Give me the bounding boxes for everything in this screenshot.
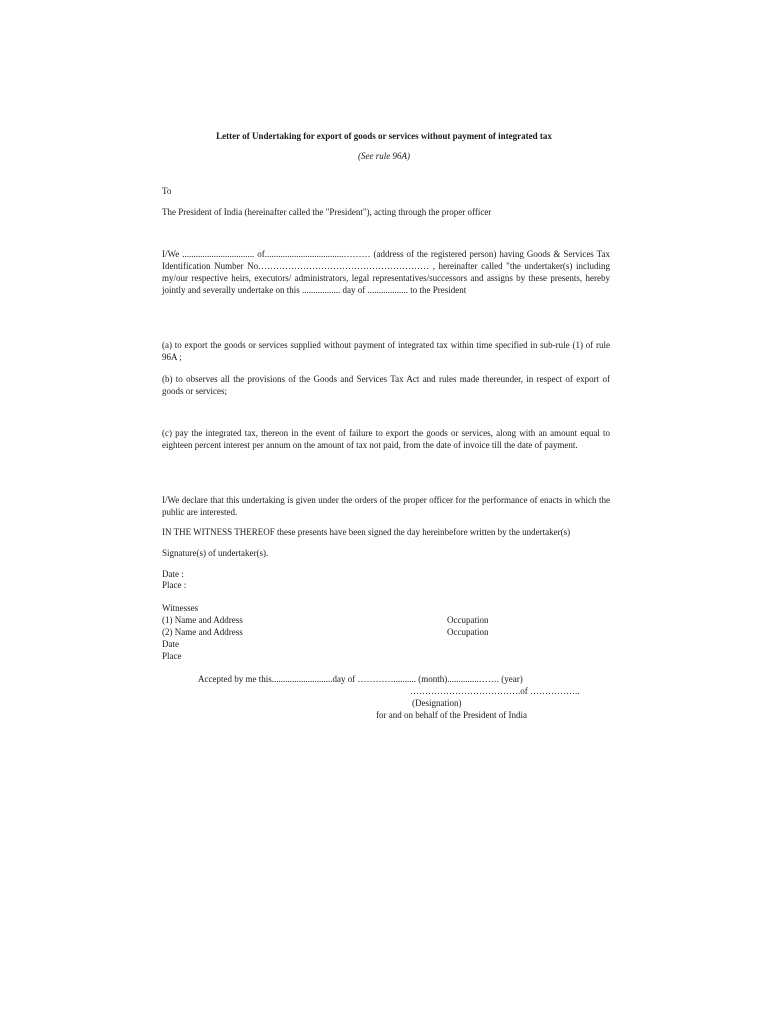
clause-c: (c) pay the integrated tax, thereon in the event of failure to export the goods or services, along with an amount equal to eighteen percent interest per annum on the amount of tax not paid, from the date of invoice till the date of payment. [162,428,610,450]
officer-line: ……………………………….of …………….. [410,686,580,696]
witness-statement: IN THE WITNESS THEREOF these presents have been signed the day hereinbefore written by the undertaker(s) [162,527,571,537]
clause-a: (a) to export the goods or services supplied without payment of integrated tax within time specified in sub-rule (1) of rule 96A ; [162,340,610,362]
document-title: Letter of Undertaking for export of goods or services without payment of integrated tax [216,131,552,141]
date-label: Date : [162,569,184,579]
occupation-2-label: Occupation [447,627,489,637]
clause-b: (b) to observes all the provisions of the Goods and Services Tax Act and rules made thereunder, in respect of export of goods or services; [162,374,610,396]
to-label: To [162,186,172,196]
witness-1-label: (1) Name and Address [162,615,243,625]
witness-place-label: Place [162,651,182,661]
place-label: Place : [162,580,187,590]
behalf-line: for and on behalf of the President of India [376,710,527,720]
intro-paragraph: I/We ................................ of...................................……… (address of the registered person) having Goods & Services Tax Identification Number No………………………………………………… , hereinafter called "the undertaker(s) including my/our respective heirs, executors/ administrators, legal representatives/successors and assigns by these presents, hereby jointly and severally undertake on this ................. day of .................. to the President [162,249,610,295]
document-subtitle: (See rule 96A) [358,151,410,161]
witnesses-heading: Witnesses [162,603,199,613]
accepted-line: Accepted by me this...........................day of ………….......... (month)..............……. (year) [198,674,523,684]
occupation-1-label: Occupation [447,615,489,625]
witness-2-label: (2) Name and Address [162,627,243,637]
signature-line: Signature(s) of undertaker(s). [162,548,269,558]
witness-date-label: Date [162,639,179,649]
addressee-line: The President of India (hereinafter called the "President"), acting through the proper officer [162,207,492,217]
designation-label: (Designation) [412,698,462,708]
declaration-paragraph: I/We declare that this undertaking is given under the orders of the proper officer for the performance of enacts in which the public are interested. [162,495,610,517]
